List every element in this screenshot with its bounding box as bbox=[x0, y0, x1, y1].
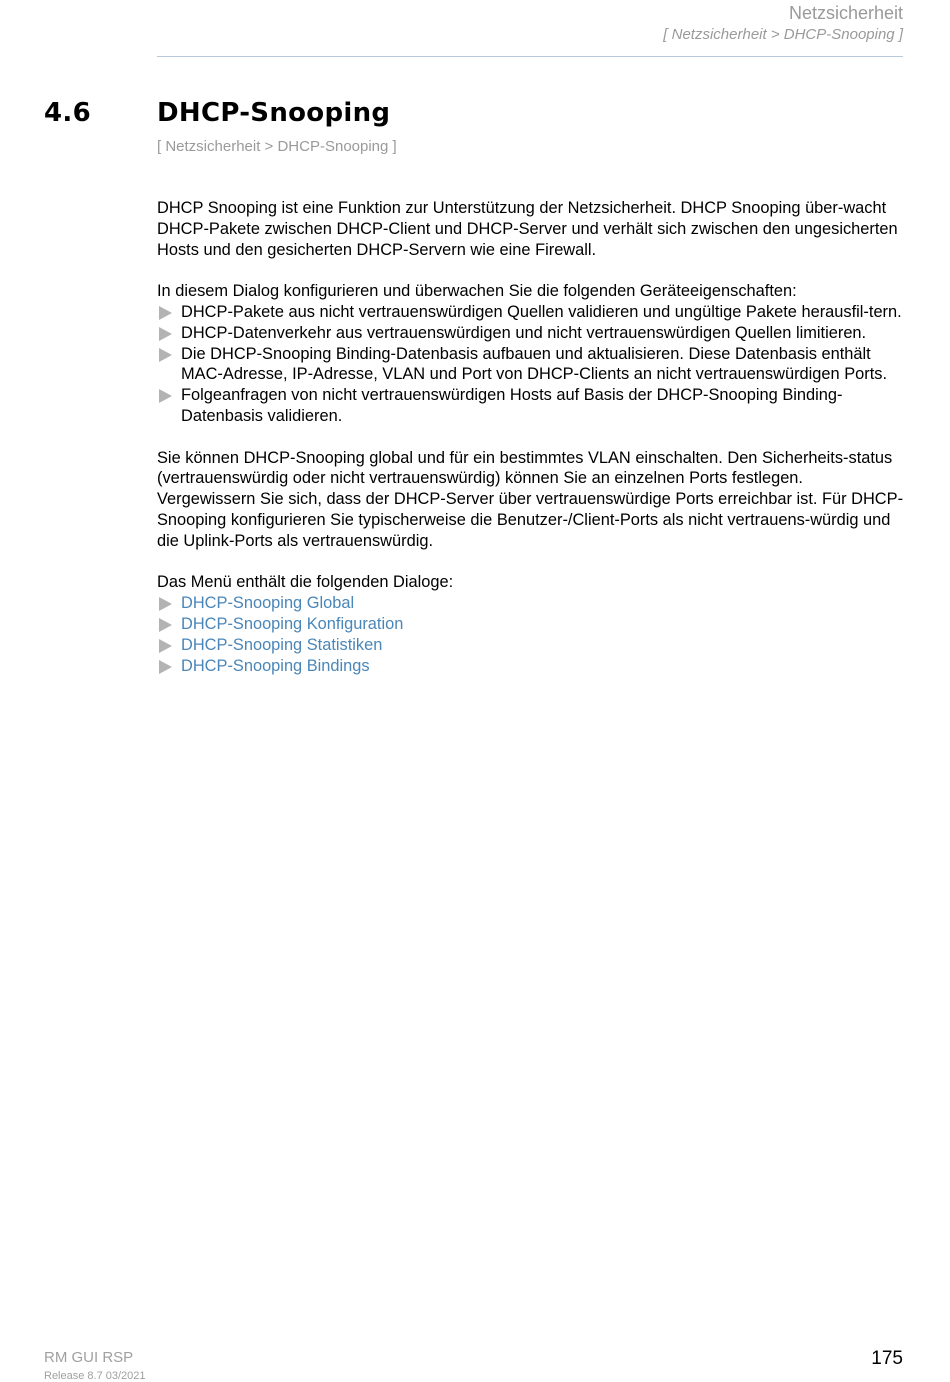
footer-document-name: RM GUI RSP bbox=[44, 1349, 134, 1366]
list-item bbox=[157, 302, 905, 323]
list-item bbox=[157, 323, 905, 344]
intro-paragraph: DHCP Snooping ist eine Funktion zur Unterstützung der Netzsicherheit. DHCP Snooping über-wacht DHCP-Pakete zwischen DHCP-Client und DHCP-Server und verhält sich zwischen den ungesicherten Hosts und den gesicherten DHCP-Servern wie eine Firewall. bbox=[157, 199, 898, 259]
page-number: 175 bbox=[871, 1348, 903, 1369]
list-item-text: Die DHCP-Snooping Binding-Datenbasis aufbauen und aktualisieren. Diese Datenbasis enthält MAC-Adresse, IP-Adresse, VLAN und Port von DHCP-Clients an nicht vertrauenswürdigen Ports. bbox=[181, 344, 887, 384]
header-divider bbox=[157, 56, 903, 57]
triangle-bullet-icon bbox=[159, 660, 172, 674]
running-header-title: Netzsicherheit bbox=[788, 3, 903, 23]
link-dhcp-snooping-global[interactable]: DHCP-Snooping Global bbox=[181, 594, 355, 613]
section-breadcrumb: [ Netzsicherheit > DHCP-Snooping ] bbox=[157, 138, 397, 155]
triangle-bullet-icon bbox=[159, 389, 172, 403]
list-item-text: DHCP-Datenverkehr aus vertrauenswürdigen und nicht vertrauenswürdigen Quellen limitieren. bbox=[181, 323, 867, 342]
triangle-bullet-icon bbox=[159, 639, 172, 653]
list-item bbox=[157, 385, 905, 427]
list-item bbox=[157, 593, 905, 614]
triangle-bullet-icon bbox=[159, 306, 172, 320]
link-dhcp-snooping-konfiguration[interactable]: DHCP-Snooping Konfiguration bbox=[181, 614, 404, 633]
feature-list bbox=[157, 302, 905, 427]
link-dhcp-snooping-statistiken[interactable]: DHCP-Snooping Statistiken bbox=[181, 635, 383, 654]
link-dhcp-snooping-bindings[interactable]: DHCP-Snooping Bindings bbox=[181, 656, 370, 675]
list-item-text: DHCP-Pakete aus nicht vertrauenswürdigen Quellen validieren und ungültige Pakete herausfil-tern. bbox=[181, 302, 902, 321]
section-number: 4.6 bbox=[44, 98, 91, 128]
triangle-bullet-icon bbox=[159, 597, 172, 611]
triangle-bullet-icon bbox=[159, 327, 172, 341]
running-header-breadcrumb: [ Netzsicherheit > DHCP-Snooping ] bbox=[663, 26, 903, 43]
footer-release: Release 8.7 03/2021 bbox=[44, 1370, 146, 1382]
usage-paragraph: Sie können DHCP-Snooping global und für ein bestimmtes VLAN einschalten. Den Sicherheits-status (vertrauenswürdig oder nicht vertrauenswürdig) können Sie an einzelnen Ports festlegen. Vergewissern Sie sich, dass der DHCP-Server über vertrauenswürdige Ports erreichbar ist. Für DHCP-Snooping konfigurieren Sie typischerweise die Benutzer-/Client-Ports als nicht vertrauens-würdig und die Uplink-Ports als vertrauenswürdig. bbox=[157, 448, 904, 550]
dialog-link-list bbox=[157, 593, 905, 676]
list-item-text: Folgeanfragen von nicht vertrauenswürdigen Hosts auf Basis der DHCP-Snooping Binding-Datenbasis validieren. bbox=[181, 386, 843, 425]
triangle-bullet-icon bbox=[159, 618, 172, 632]
section-title: DHCP-Snooping bbox=[157, 98, 391, 128]
list-item bbox=[157, 635, 905, 656]
menu-intro: Das Menü enthält die folgenden Dialoge: bbox=[157, 573, 454, 592]
section-body bbox=[157, 198, 905, 697]
list-item bbox=[157, 656, 905, 677]
triangle-bullet-icon bbox=[159, 348, 172, 362]
list-item bbox=[157, 344, 905, 386]
list-item bbox=[157, 614, 905, 635]
features-intro: In diesem Dialog konfigurieren und überwachen Sie die folgenden Geräteeigenschaften: bbox=[157, 282, 797, 301]
